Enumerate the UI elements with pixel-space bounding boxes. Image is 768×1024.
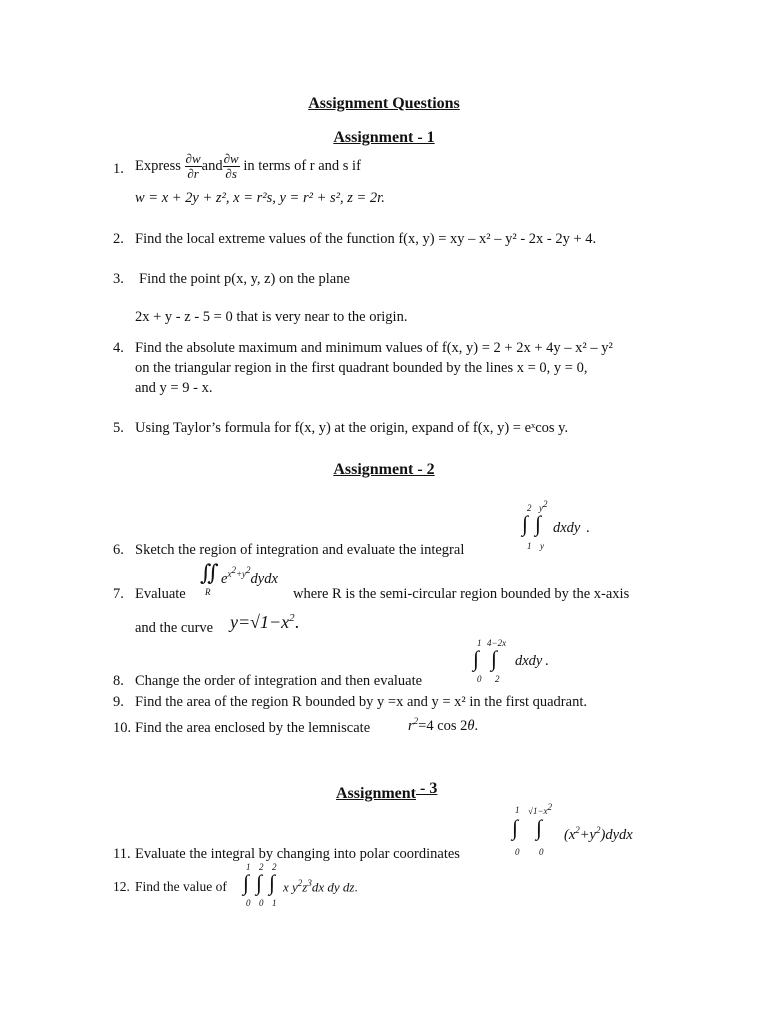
question-5-text: Using Taylor’s formula for f(x, y) at the origin, expand of f(x, y) = eˣcos y. xyxy=(135,420,569,436)
question-10-number: 10. xyxy=(113,720,132,736)
question-7-rest: where R is the semi-circular region bounded by the x-axis xyxy=(293,586,630,602)
question-11-number: 11. xyxy=(113,846,131,862)
question-3-number: 3. xyxy=(113,271,124,287)
question-8-text: Change the order of integration and then evaluate xyxy=(135,673,423,689)
assignment-3-heading xyxy=(336,780,438,803)
question-1-text xyxy=(135,152,361,181)
question-4-line-2: on the triangular region in the first quadrant bounded by the lines x = 0, y = 0, xyxy=(135,360,588,376)
dw-ds-fraction: $\frac{\partial w}{\partial s}$ xyxy=(223,151,239,181)
question-3-text: Find the point p(x, y, z) on the plane xyxy=(139,271,350,287)
q10-lemniscate-equation: $r^2=4$ cos 2θ. xyxy=(408,716,479,734)
q1-and-label: and xyxy=(201,157,223,174)
q1-rest-label: in terms of r and s if xyxy=(243,157,361,174)
question-1-number: 1. xyxy=(113,161,124,177)
assignment-3-heading-suffix: - 3 xyxy=(416,780,438,797)
question-7-number: 7. xyxy=(113,586,124,602)
question-4-line-1: Find the absolute maximum and minimum values of f(x, y) = 2 + 2x + 4y – x² – y² xyxy=(135,340,613,356)
question-1-equation: w = x + 2y + z², x = r²s, y = r² + s², z = 2r. xyxy=(135,190,385,206)
assignment-2-heading: Assignment - 2 xyxy=(333,461,435,478)
question-6-text: Sketch the region of integration and evaluate the integral xyxy=(135,542,465,558)
q7-curve-equation: $y=√1-x^2$. xyxy=(230,612,300,632)
question-9-number: 9. xyxy=(113,694,124,710)
question-11-text: Evaluate the integral by changing into polar coordinates xyxy=(135,846,460,862)
question-5-number: 5. xyxy=(113,420,124,436)
question-8-number: 8. xyxy=(113,673,124,689)
dw-dr-fraction: $\frac{\partial w}{\partial r}$ xyxy=(185,151,201,181)
question-12-text: Find the value of xyxy=(135,879,227,894)
assignment-1-heading: Assignment - 1 xyxy=(333,129,435,146)
question-12-number: 12. xyxy=(113,879,130,894)
question-4-number: 4. xyxy=(113,340,124,356)
question-9-text: Find the area of the region R bounded by y =x and y = x² in the first quadrant. xyxy=(135,694,587,710)
question-6-number: 6. xyxy=(113,542,124,558)
question-2-text: Find the local extreme values of the function f(x, y) = xy – x² – y² - 2x - 2y + 4. xyxy=(135,231,597,247)
question-3-line-2: 2x + y - z - 5 = 0 that is very near to the origin. xyxy=(135,309,408,325)
question-2-number: 2. xyxy=(113,231,124,247)
question-7-line-2: and the curve xyxy=(135,620,214,636)
question-7-evaluate: Evaluate xyxy=(135,586,186,602)
page-title: Assignment Questions xyxy=(308,95,460,112)
question-10-text: Find the area enclosed by the lemniscate xyxy=(135,720,371,736)
question-4-line-3: and y = 9 - x. xyxy=(135,380,213,396)
q1-express-label: Express xyxy=(135,157,181,174)
assignment-3-heading-text: Assignment xyxy=(336,785,417,802)
